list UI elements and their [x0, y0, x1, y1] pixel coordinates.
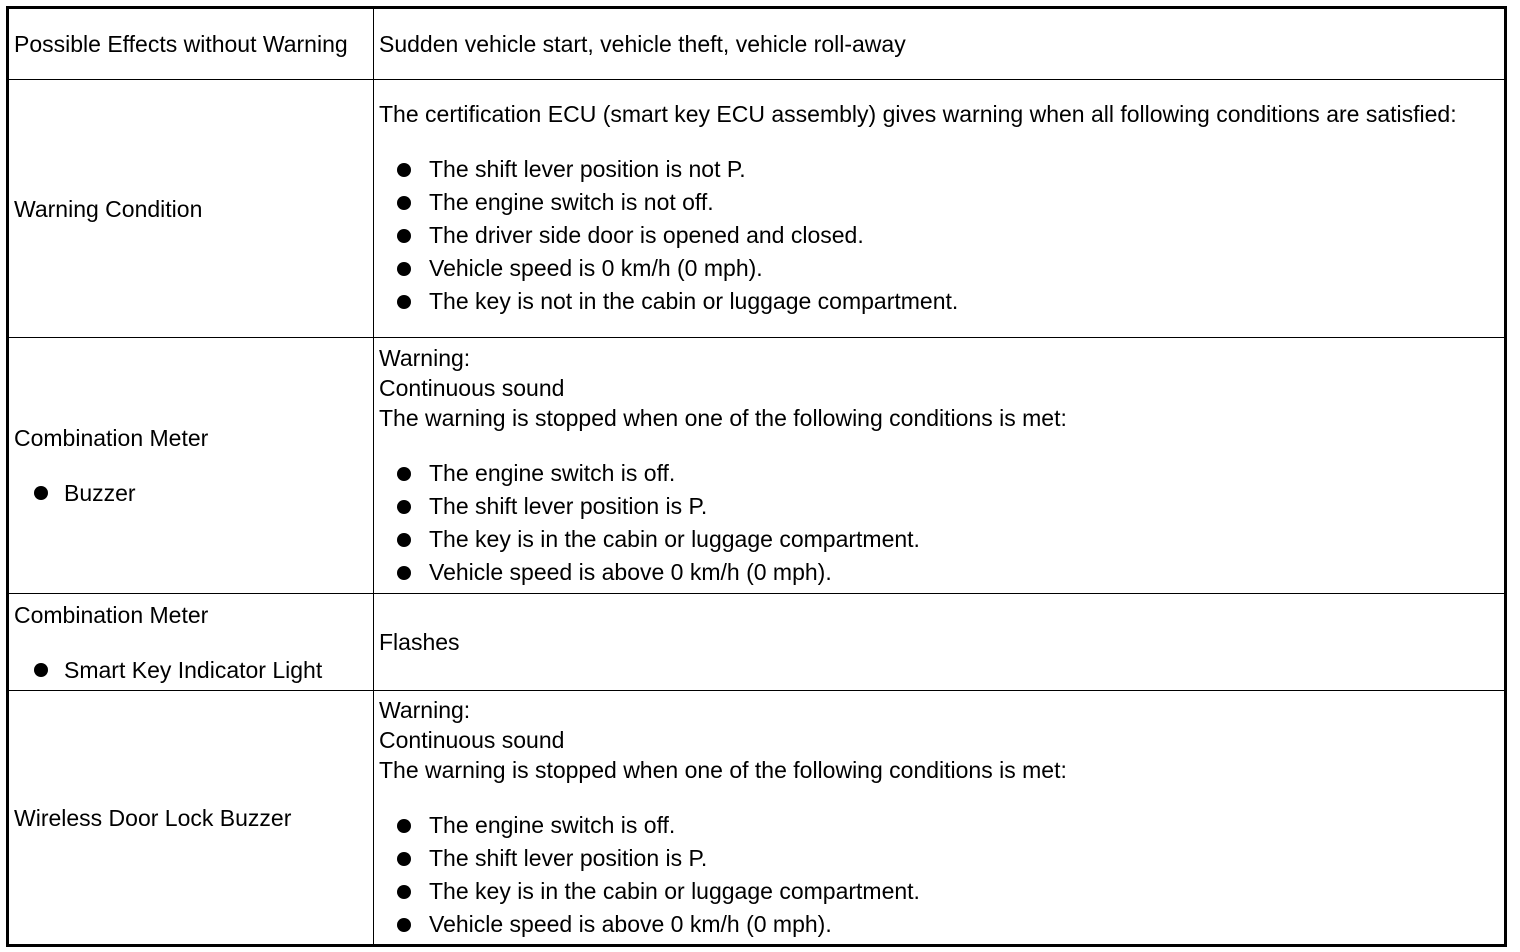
- warning-type: Continuous sound: [379, 726, 565, 753]
- row-description-cell: [374, 594, 1506, 691]
- condition-intro: The certification ECU (smart key ECU assembly) gives warning when all following conditions are satisfied:: [379, 101, 1457, 127]
- list-item: The key is in the cabin or luggage compartment.: [379, 523, 1499, 556]
- stop-condition-list: [379, 457, 1499, 589]
- list-item: The driver side door is opened and closed.: [379, 219, 1499, 252]
- stop-condition-text: The warning is stopped when one of the following conditions is met:: [379, 404, 1067, 431]
- table-row-warning-condition: [8, 80, 1506, 338]
- stop-condition-text: The warning is stopped when one of the following conditions is met:: [379, 756, 1067, 783]
- row-label-cell: [8, 80, 374, 338]
- list-item: Vehicle speed is above 0 km/h (0 mph).: [379, 556, 1499, 589]
- row-label: Combination Meter: [14, 425, 209, 451]
- row-label-cell: [8, 338, 374, 594]
- list-item: The engine switch is not off.: [379, 186, 1499, 219]
- table-row-possible-effects: [8, 8, 1506, 80]
- row-description: Flashes: [379, 629, 460, 655]
- row-label-cell: [8, 594, 374, 691]
- row-label: Wireless Door Lock Buzzer: [14, 804, 292, 831]
- row-description-cell: [374, 338, 1506, 594]
- warning-label: Warning:: [379, 344, 471, 371]
- row-description-cell: [374, 80, 1506, 338]
- table-row-combination-meter-buzzer: [8, 338, 1506, 594]
- warning-spec-table: [6, 6, 1507, 947]
- list-item: The shift lever position is P.: [379, 490, 1499, 523]
- row-sub-label: Buzzer: [14, 478, 368, 508]
- row-label-cell: [8, 691, 374, 946]
- list-item: Vehicle speed is 0 km/h (0 mph).: [379, 252, 1499, 285]
- table-row-wireless-door-lock-buzzer: [8, 691, 1506, 946]
- row-label: Combination Meter: [14, 601, 209, 628]
- list-item: The engine switch is off.: [379, 809, 1499, 842]
- table-row-combination-meter-light: [8, 594, 1506, 691]
- warning-type: Continuous sound: [379, 374, 565, 401]
- row-label: Warning Condition: [14, 195, 203, 222]
- list-item: The key is not in the cabin or luggage compartment.: [379, 285, 1499, 318]
- warning-label: Warning:: [379, 696, 471, 723]
- row-description-cell: [374, 8, 1506, 80]
- list-item: The shift lever position is P.: [379, 842, 1499, 875]
- row-description-cell: [374, 691, 1506, 946]
- row-label-cell: [8, 8, 374, 80]
- list-item: Vehicle speed is above 0 km/h (0 mph).: [379, 908, 1499, 941]
- row-sub-label: Smart Key Indicator Light: [14, 655, 368, 685]
- row-label: Possible Effects without Warning: [14, 31, 348, 57]
- row-description: Sudden vehicle start, vehicle theft, vehicle roll-away: [379, 31, 906, 57]
- stop-condition-list: [379, 809, 1499, 941]
- condition-list: [379, 153, 1499, 318]
- list-item: The engine switch is off.: [379, 457, 1499, 490]
- list-item: The shift lever position is not P.: [379, 153, 1499, 186]
- list-item: The key is in the cabin or luggage compartment.: [379, 875, 1499, 908]
